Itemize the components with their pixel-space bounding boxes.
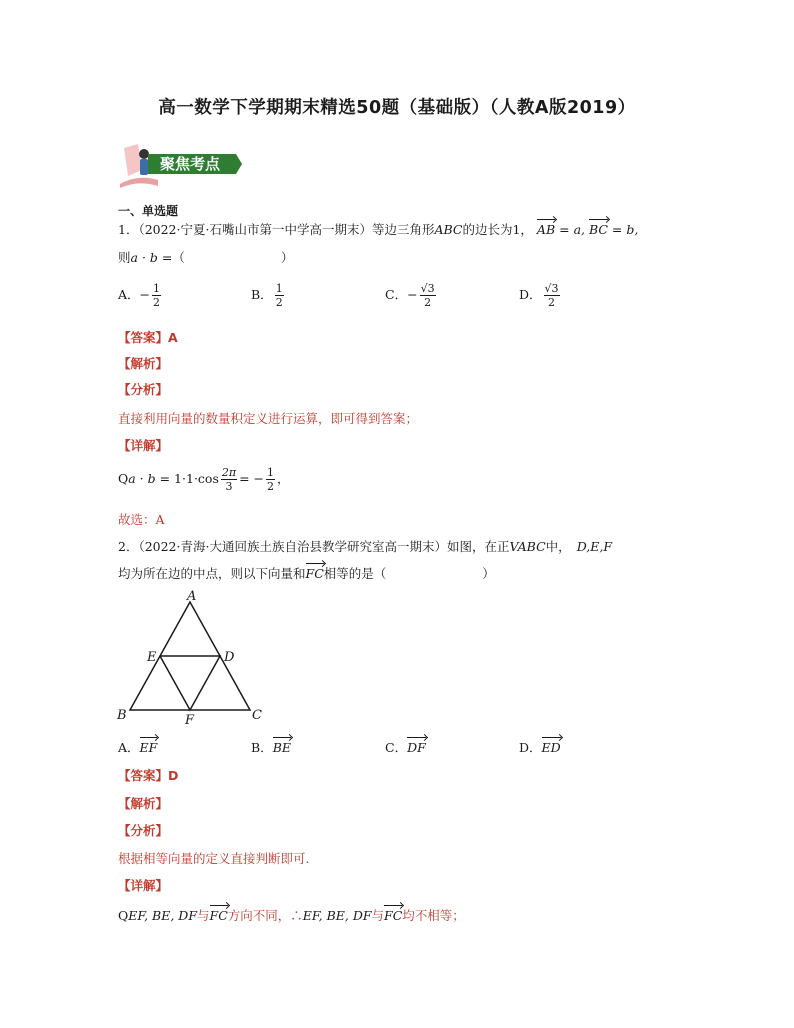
q2-option-a[interactable]: A．EF — [118, 740, 158, 755]
q2-stem-line2: 均为所在边的中点，则以下向量和FC相等的是（ ） — [118, 566, 495, 581]
q1-source: （2022·宁夏·石嘴山市第一中学高一期末）等边三角形 — [138, 222, 435, 237]
q1-text: 的边长为1， — [462, 222, 533, 237]
q1-condition: AB = a, BC = b, — [536, 222, 639, 237]
q1-xiangjie-label: 【详解】 — [118, 438, 169, 453]
q1-analysis: 直接利用向量的数量积定义进行运算，即可得到答案； — [118, 411, 419, 426]
q1-number: 1． — [118, 222, 139, 237]
q2-jiexi-label: 【解析】 — [118, 796, 169, 811]
q2-answer: 【答案】D — [118, 768, 179, 783]
q1-conclusion: 故选：A — [118, 512, 165, 527]
banner-graphic — [118, 140, 244, 190]
person-body-icon — [140, 159, 148, 175]
q1-stem-line2: 则a · b =（ ） — [118, 250, 294, 265]
section-heading: 一、单选题 — [118, 204, 179, 218]
q2-xiangjie-label: 【详解】 — [118, 878, 169, 893]
triangle-edf — [160, 656, 220, 710]
q1-detail: Qa · b = 1·1·cos $\frac{2\pi}{3}$ = − $\frac{1}{2}$ ， — [118, 466, 290, 493]
label-e: E — [147, 650, 157, 665]
q2-stem: 2．（2022·青海·大通回族土族自治县教学研究室高一期末）如图，在正VABC中， D,E,F — [118, 539, 613, 554]
q2-source: （2022·青海·大通回族土族自治县教学研究室高一期末）如图，在正 — [138, 539, 510, 554]
book-icon — [120, 178, 158, 188]
label-d: D — [224, 650, 235, 665]
q1-triangle: ABC — [434, 222, 463, 237]
flag-icon — [124, 144, 142, 176]
q1-option-d[interactable]: D． $\frac{√3}{2}$ — [519, 282, 559, 309]
q1-close: ） — [280, 250, 294, 265]
banner-text: 聚焦考点 — [160, 155, 221, 173]
person-head-icon — [139, 149, 149, 159]
q1-then: 则 — [118, 250, 131, 265]
q1-fenxi-label: 【分析】 — [118, 382, 169, 397]
q1-option-b[interactable]: B． $\frac{1}{2}$ — [251, 282, 283, 309]
q1-stem — [118, 220, 638, 238]
q2-analysis: 根据相等向量的定义直接判断即可. — [118, 851, 310, 866]
q1-answer: 【答案】A — [118, 330, 178, 345]
page-title: 高一数学下学期期末精选50题（基础版）（人教A版2019） — [158, 98, 636, 118]
q2-option-c[interactable]: C．DF — [385, 740, 426, 755]
q2-option-d[interactable]: D．ED — [519, 740, 561, 755]
label-a: A — [187, 590, 197, 604]
q1-dot: a · b — [130, 250, 158, 265]
q2-option-b[interactable]: B．BE — [251, 740, 291, 755]
q1-option-a[interactable]: A．− $\frac{1}{2}$ — [118, 282, 161, 309]
triangle-figure — [114, 590, 274, 725]
focus-banner — [118, 140, 244, 190]
label-c: C — [252, 708, 262, 723]
label-f: F — [185, 713, 195, 725]
q1-jiexi-label: 【解析】 — [118, 356, 169, 371]
label-b: B — [117, 708, 127, 723]
q1-option-c[interactable]: C．− $\frac{√3}{2}$ — [385, 282, 435, 309]
q2-fenxi-label: 【分析】 — [118, 823, 169, 838]
q2-detail: QEF, BE, DF与FC方向不同，∴EF, BE, DF与FC均不相等； — [118, 908, 465, 923]
